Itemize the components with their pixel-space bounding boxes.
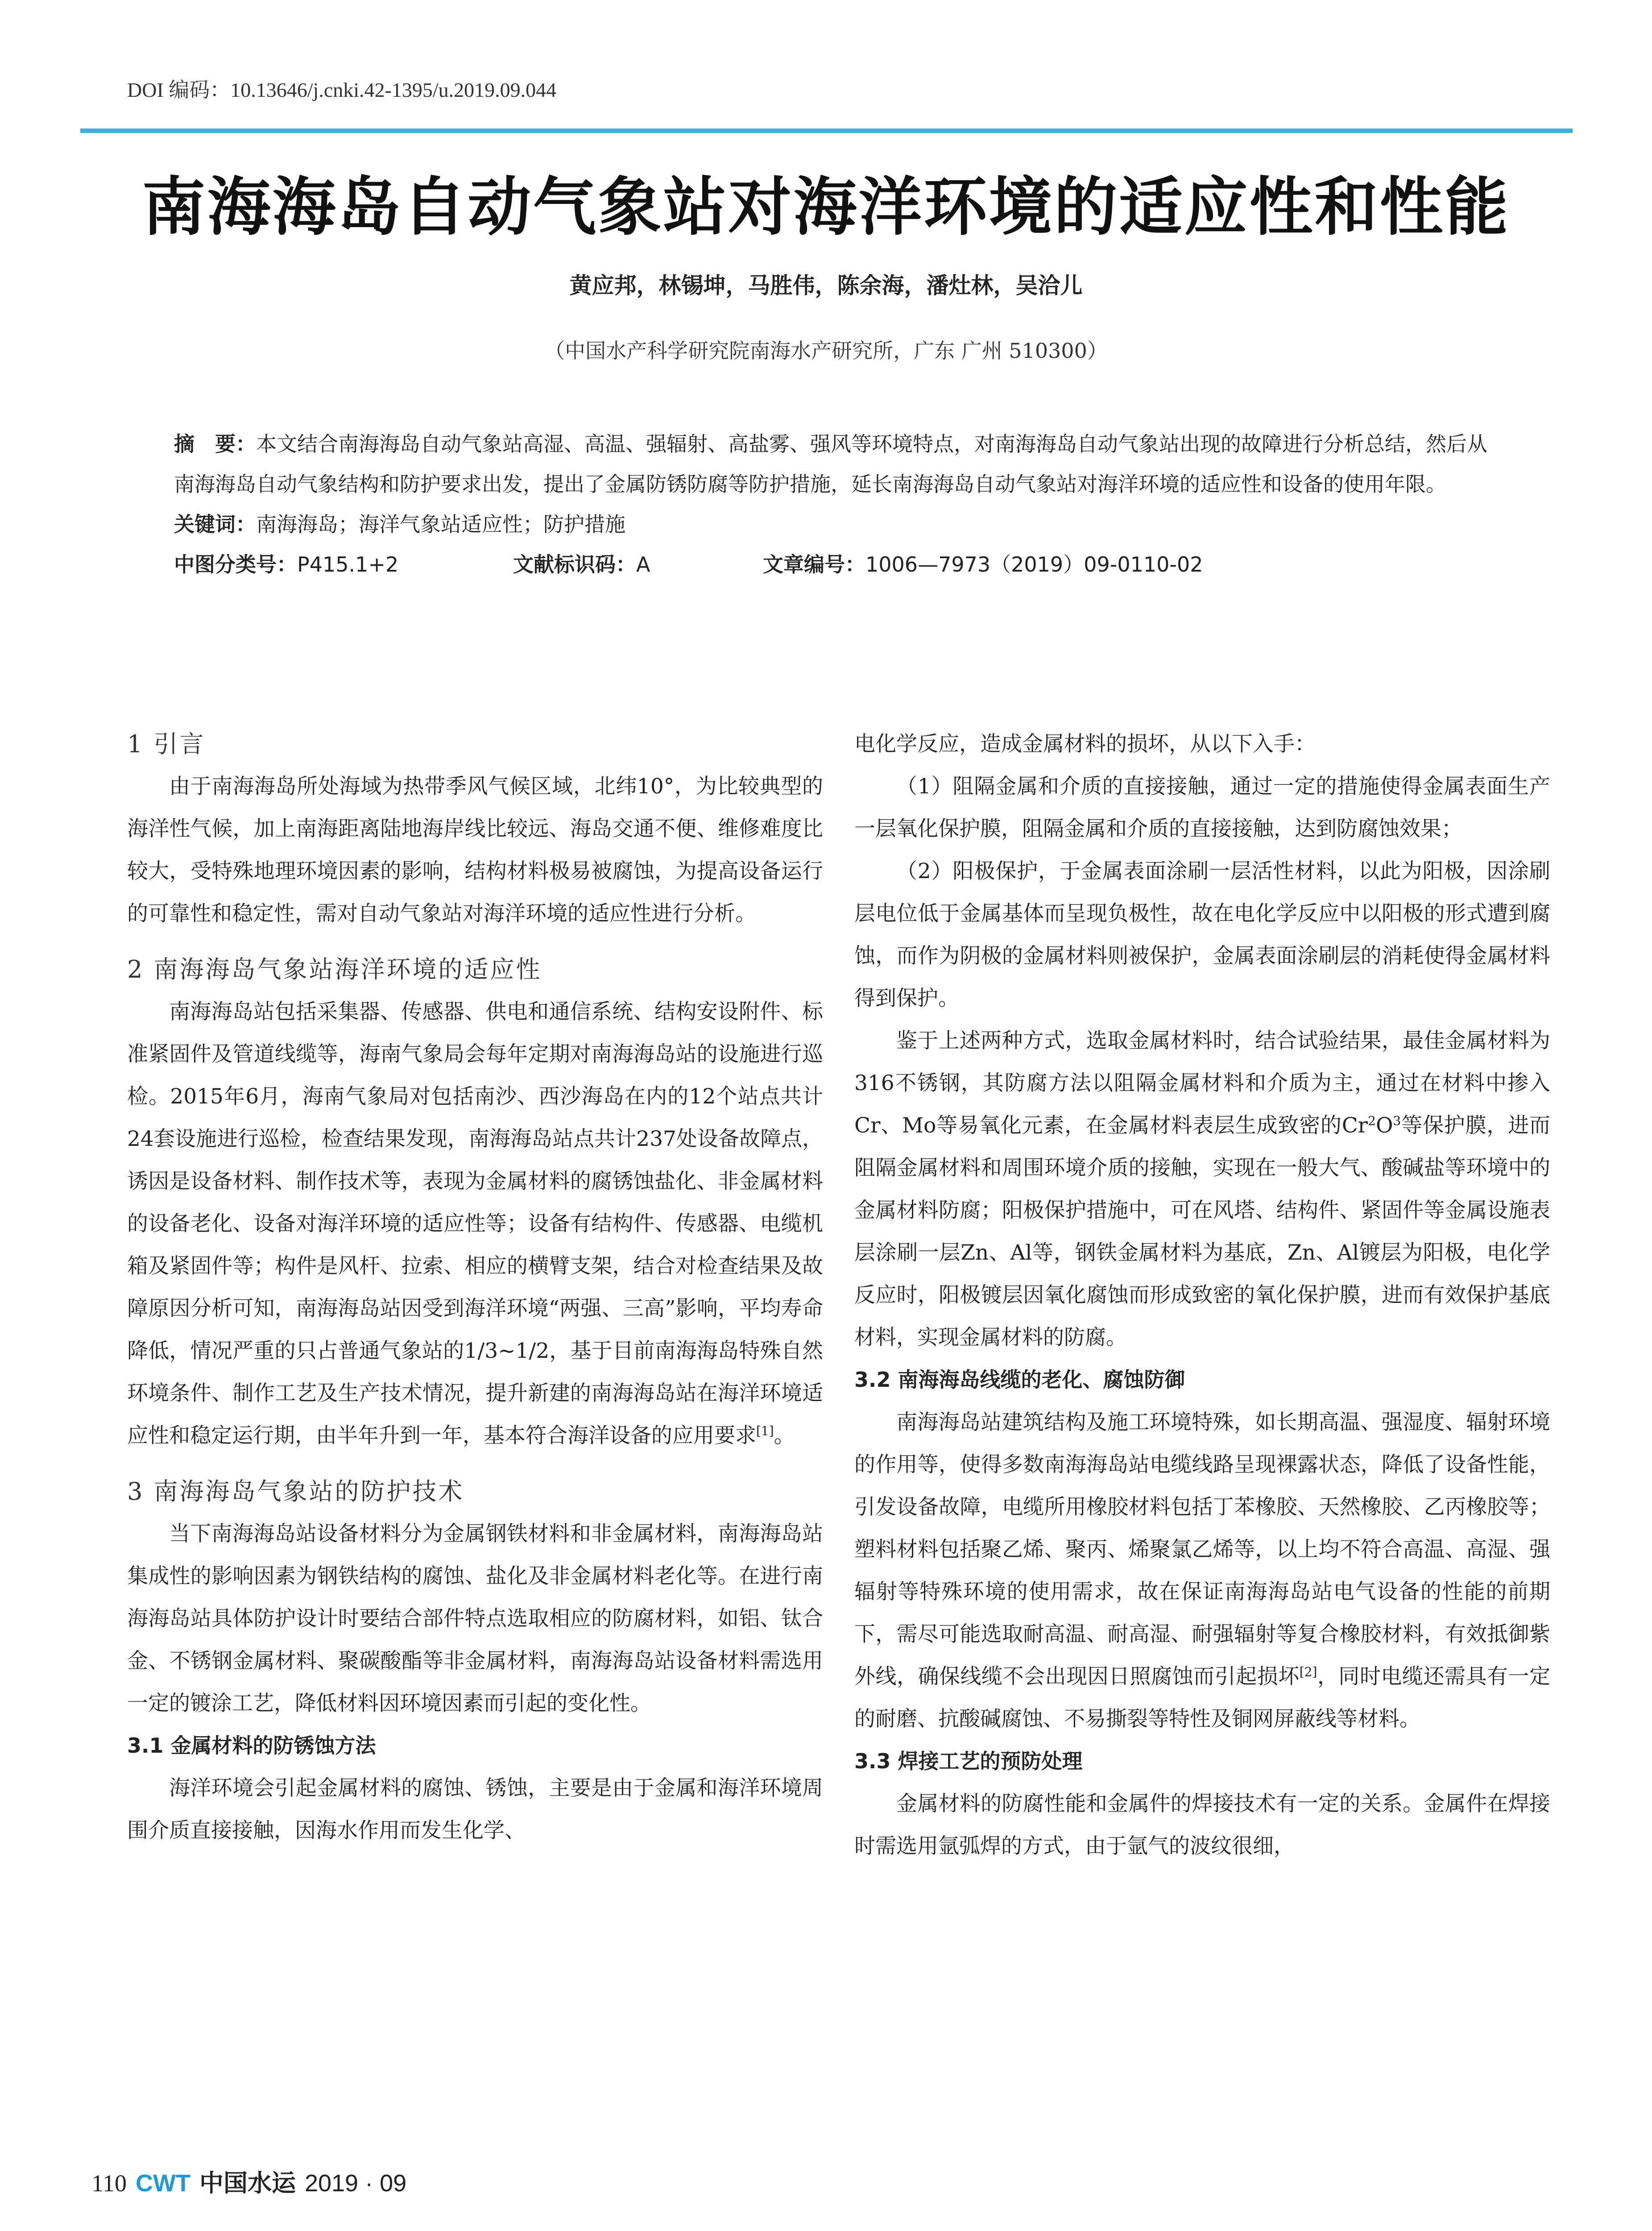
doi-line: DOI 编码：10.13646/j.cnki.42-1395/u.2019.09.044 (127, 79, 557, 101)
paragraph-end: ，同时电缆还需具有一定的耐磨、抗酸碱腐蚀、不易撕裂等特性及铜网屏蔽线等材料。 (854, 1664, 1551, 1731)
citation: [1] (756, 1423, 774, 1439)
paragraph-text: 南海海岛站包括采集器、传感器、供电和通信系统、结构安设附件、标准紧固件及管道线缆等，海南气象局会每年定期对南海海岛站的设施进行巡检。2015年6月，海南气象局对包括南沙、西沙海岛在内的12个站点共计24套设施进行巡检，检查结果发现，南海海岛站点共计237处设备故障点，诱因是设备材料、制作技术等，表现为金属材料的腐锈蚀盐化、非金属材料的设备老化、设备对海洋环境的适应性等；设备有结构件、传感器、电缆机箱及紧固件等；构件是风杆、拉索、相应的横臂支架，结合对检查结果及故障原因分析可知，南海海岛站因受到海洋环境“两强、三高”影响，平均寿命降低，情况严重的只占普通气象站的1/3~1/2，基于目前南海海岛特殊自然环境条件、制作工艺及生产技术情况，提升新建的南海海岛站在海洋环境适应性和稳定运行期，由半年升到一年，基本符合海洋设备的应用要求 (127, 999, 823, 1448)
article-no-field (763, 544, 1203, 585)
affiliation: （中国水产科学研究院南海水产研究所，广东 广州 510300） (544, 339, 1108, 363)
paragraph-continued: 电化学反应，造成金属材料的损坏，从以下入手： (854, 732, 1316, 756)
right-column (854, 723, 1550, 1867)
keywords-label: 关键词： (174, 512, 256, 536)
article-no-label: 文章编号： (763, 552, 865, 576)
paragraph: （1）阻隔金属和介质的直接接触，通过一定的措施使得金属表面生产一层氧化保护膜，阻隔金属和介质的直接接触，达到防腐蚀效果； (854, 774, 1550, 841)
paragraph: 由于南海海岛所处海域为热带季风气候区域，北纬10°，为比较典型的海洋性气候，加上南海距离陆地海岸线比较远、海岛交通不便、维修难度比较大，受特殊地理环境因素的影响，结构材料极易被腐蚀，为提高设备运行的可靠性和稳定性，需对自动气象站对海洋环境的适应性进行分析。 (127, 774, 823, 926)
journal-issue: 2019 · 09 (304, 2170, 407, 2197)
paragraph-end: 。 (774, 1423, 795, 1448)
section-heading-2: 2 南海海岛气象站海洋环境的适应性 (127, 955, 542, 983)
journal-name: 中国水运 (199, 2169, 296, 2197)
abstract-label: 摘 要： (174, 432, 256, 456)
paragraph: （2）阳极保护，于金属表面涂刷一层活性材料，以此为阳极，因涂刷层电位低于金属基体而呈现负极性，故在电化学反应中以阳极的形式遭到腐蚀，而作为阴极的金属材料则被保护，金属表面涂刷层的消耗使得金属材料得到保护。 (854, 859, 1550, 1011)
paragraph: 海洋环境会引起金属材料的腐蚀、锈蚀，主要是由于金属和海洋环境周围介质直接接触，因海水作用而发生化学、 (127, 1776, 823, 1843)
paragraph-text: 等保护膜，进而阻隔金属材料和周围环境介质的接触，实现在一般大气、酸碱盐等环境中的金属材料防腐；阳极保护措施中，可在风塔、结构件、紧固件等金属设施表层涂刷一层Zn、Al等，钢铁金属材料为基底，Zn、Al镀层为阳极，电化学反应时，阳极镀层因氧化腐蚀而形成致密的氧化保护膜，进而有效保护基底材料，实现金属材料的防腐。 (854, 1113, 1551, 1350)
subsection-heading-3-2: 3.2 南海海岛线缆的老化、腐蚀防御 (854, 1368, 1185, 1392)
clc-value: P415.1+2 (297, 552, 399, 576)
author-list: 黄应邦，林锡坤，马胜伟，陈余海，潘灶林，吴洽儿 (569, 273, 1083, 299)
paragraph (854, 1401, 1550, 1740)
doc-code-value: A (636, 552, 650, 576)
header-rule (80, 129, 1573, 133)
paragraph (854, 1020, 1550, 1359)
subsection-heading-3-3: 3.3 焊接工艺的预防处理 (854, 1749, 1083, 1773)
citation: [2] (1299, 1664, 1317, 1679)
superscript: 2 (1368, 1113, 1376, 1128)
abstract-paragraph (174, 424, 1490, 504)
article-no-value: 1006—7973（2019）09-0110-02 (865, 552, 1203, 576)
keywords-text: 南海海岛；海洋气象站适应性；防护措施 (256, 512, 625, 536)
doc-code-label: 文献标识码： (513, 552, 636, 576)
paragraph: 当下南海海岛站设备材料分为金属钢铁材料和非金属材料，南海海岛站集成性的影响因素为钢铁结构的腐蚀、盐化及非金属材料老化等。在进行南海海岛站具体防护设计时要结合部件特点选取相应的防腐材料，如铝、钛合金、不锈钢金属材料、聚碳酸酯等非金属材料，南海海岛站设备材料需选用一定的镀涂工艺，降低材料因环境因素而引起的变化性。 (127, 1522, 823, 1716)
doc-code-field (513, 544, 763, 585)
left-column (127, 723, 823, 1852)
paragraph: 金属材料的防腐性能和金属件的焊接技术有一定的关系。金属件在焊接时需选用氩弧焊的方式，由于氩气的波纹很细， (854, 1791, 1550, 1858)
keywords-line (174, 504, 1490, 544)
journal-logo-cwt: CWT (136, 2170, 190, 2197)
clc-label: 中图分类号： (174, 552, 297, 576)
paragraph-text: 鉴于上述两种方式，选取金属材料时，结合试验结果，最佳金属材料为316不锈钢，其防腐方法以阻隔金属材料和介质为主，通过在材料中掺入Cr、Mo等易氧化元素，在金属材料表层生成致密的Cr (854, 1028, 1550, 1138)
page-number: 110 (91, 2170, 127, 2197)
section-heading-1: 1 引言 (127, 730, 206, 758)
classification-row (174, 544, 1490, 585)
abstract-text: 本文结合南海海岛自动气象站高湿、高温、强辐射、高盐雾、强风等环境特点，对南海海岛自动气象站出现的故障进行分析总结，然后从南海海岛自动气象结构和防护要求出发，提出了金属防锈防腐等防护措施，延长南海海岛自动气象站对海洋环境的适应性和设备的使用年限。 (174, 432, 1487, 496)
section-heading-3: 3 南海海岛气象站的防护技术 (127, 1477, 464, 1505)
paragraph (127, 991, 823, 1457)
clc-field (174, 544, 513, 585)
abstract-block (174, 424, 1490, 585)
subsection-heading-3-1: 3.1 金属材料的防锈蚀方法 (127, 1733, 376, 1758)
page-footer (91, 2164, 406, 2198)
paragraph-text: O (1375, 1113, 1393, 1138)
paragraph-text: 南海海岛站建筑结构及施工环境特殊，如长期高温、强湿度、辐射环境的作用等，使得多数南海海岛站电缆线路呈现裸露状态，降低了设备性能，引发设备故障，电缆所用橡胶材料包括丁苯橡胶、天然橡胶、乙丙橡胶等；塑料材料包括聚乙烯、聚丙、烯聚氯乙烯等，以上均不符合高温、高湿、强辐射等特殊环境的使用需求，故在保证南海海岛站电气设备的性能的前期下，需尽可能选取耐高温、耐高湿、耐强辐射等复合橡胶材料，有效抵御紫外线，确保线缆不会出现因日照腐蚀而引起损坏 (854, 1410, 1550, 1689)
superscript: 3 (1393, 1113, 1401, 1128)
article-title: 南海海岛自动气象站对海洋环境的适应性和性能 (142, 170, 1510, 244)
